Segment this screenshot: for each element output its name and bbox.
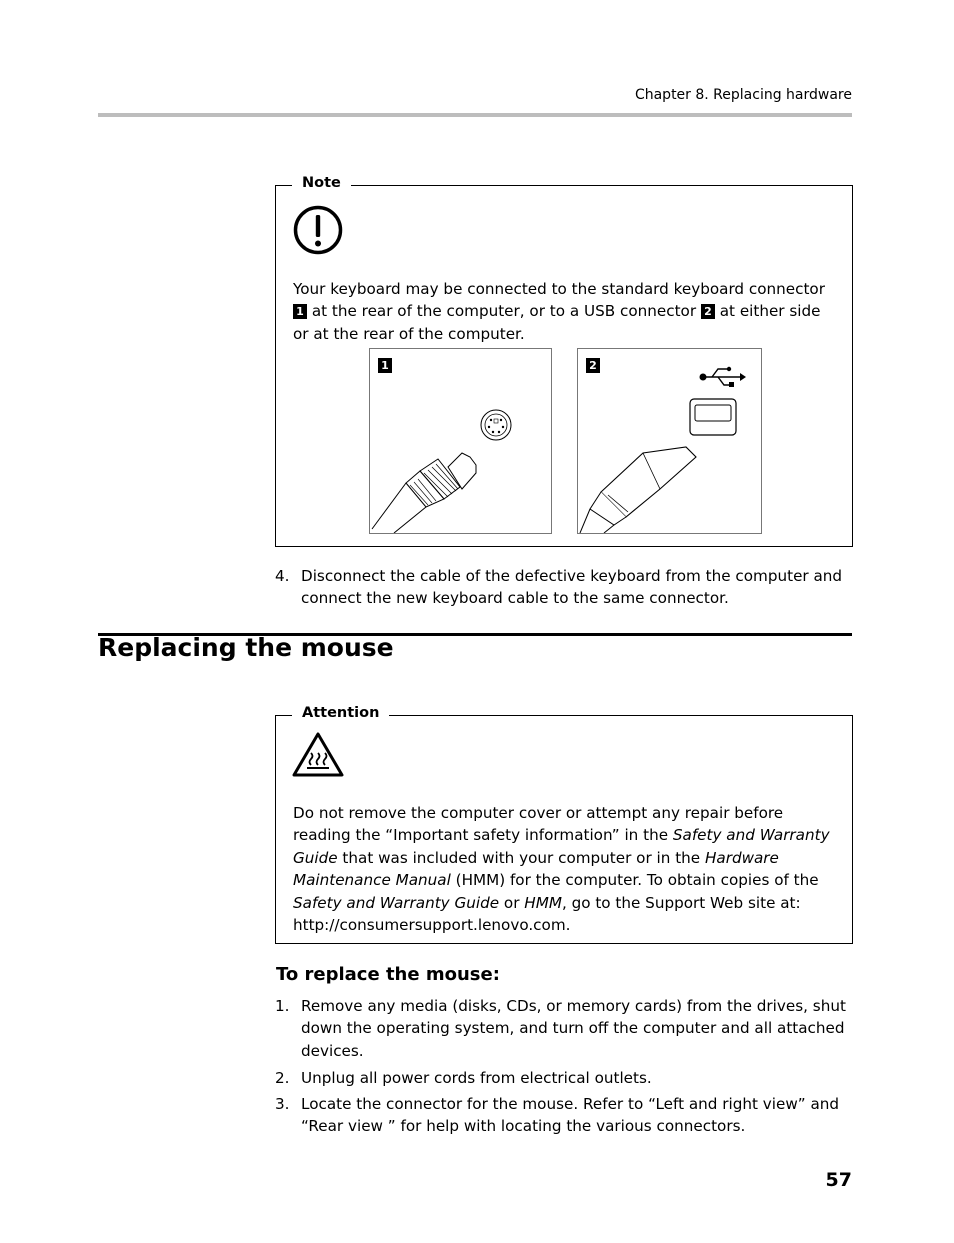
hot-surface-icon bbox=[291, 731, 345, 779]
page-number: 57 bbox=[825, 1169, 852, 1191]
list-text: Unplug all power cords from electrical outlets. bbox=[301, 1069, 652, 1087]
exclamation-icon bbox=[293, 205, 345, 257]
note-text bbox=[293, 278, 838, 345]
procedure-title: To replace the mouse: bbox=[276, 964, 500, 985]
attention-title: Attention bbox=[292, 705, 389, 721]
section-title: Replacing the mouse bbox=[98, 633, 394, 662]
note-text-part1: Your keyboard may be connected to the standard keyboard connector bbox=[293, 280, 825, 298]
connector-tag-1: 1 bbox=[293, 304, 307, 319]
attention-text-4: or bbox=[499, 893, 525, 912]
list-number: 4. bbox=[275, 567, 290, 585]
connector-tag-2: 2 bbox=[701, 304, 715, 319]
list-text: Locate the connector for the mouse. Refer to “Left and right view” and “Rear view ” for help with locating the various connectors. bbox=[301, 1095, 840, 1136]
note-box bbox=[275, 185, 853, 547]
hmm-title: Hardware Maintenance Manual bbox=[293, 848, 779, 890]
list-text: Disconnect the cable of the defective keyboard from the computer and connect the new keyboard cable to the same connector. bbox=[301, 567, 843, 608]
attention-text-1: Do not remove the computer cover or attempt any repair before reading the “Important safety information” in the bbox=[293, 804, 784, 845]
attention-text bbox=[293, 802, 841, 936]
list-item bbox=[275, 565, 851, 611]
figure-label-1: 1 bbox=[378, 358, 392, 373]
running-header: Chapter 8. Replacing hardware bbox=[634, 87, 852, 103]
note-text-part3: at either side or at the rear of the computer. bbox=[293, 302, 821, 343]
attention-text-2: that was included with your computer or in the bbox=[337, 848, 705, 867]
list-item bbox=[275, 1067, 851, 1091]
list-text: Remove any media (disks, CDs, or memory cards) from the drives, shut down the operating system, and turn off the computer and all attached devices. bbox=[301, 997, 846, 1060]
usb-connector-illustration bbox=[578, 349, 761, 533]
figure-label-2: 2 bbox=[586, 358, 600, 373]
attention-text-5: , go to the Support Web site at: http://consumersupport.lenovo.com. bbox=[293, 893, 801, 935]
hmm-abbrev: HMM bbox=[524, 893, 562, 912]
ps2-connector-illustration bbox=[370, 349, 551, 533]
list-item bbox=[275, 1093, 851, 1139]
note-text-part2: at the rear of the computer, or to a USB connector bbox=[311, 302, 697, 321]
safety-guide-title-2: Safety and Warranty Guide bbox=[293, 893, 500, 912]
list-item bbox=[275, 995, 851, 1063]
ps2-connector-figure bbox=[369, 348, 552, 534]
list-number: 2. bbox=[275, 1069, 290, 1087]
safety-guide-title: Safety and Warranty Guide bbox=[293, 826, 830, 867]
list-number: 3. bbox=[275, 1095, 290, 1113]
note-title: Note bbox=[292, 175, 351, 191]
header-rule bbox=[98, 113, 852, 117]
list-number: 1. bbox=[275, 997, 290, 1015]
attention-text-3: (HMM) for the computer. To obtain copies of the bbox=[450, 871, 819, 890]
usb-connector-figure bbox=[577, 348, 762, 534]
